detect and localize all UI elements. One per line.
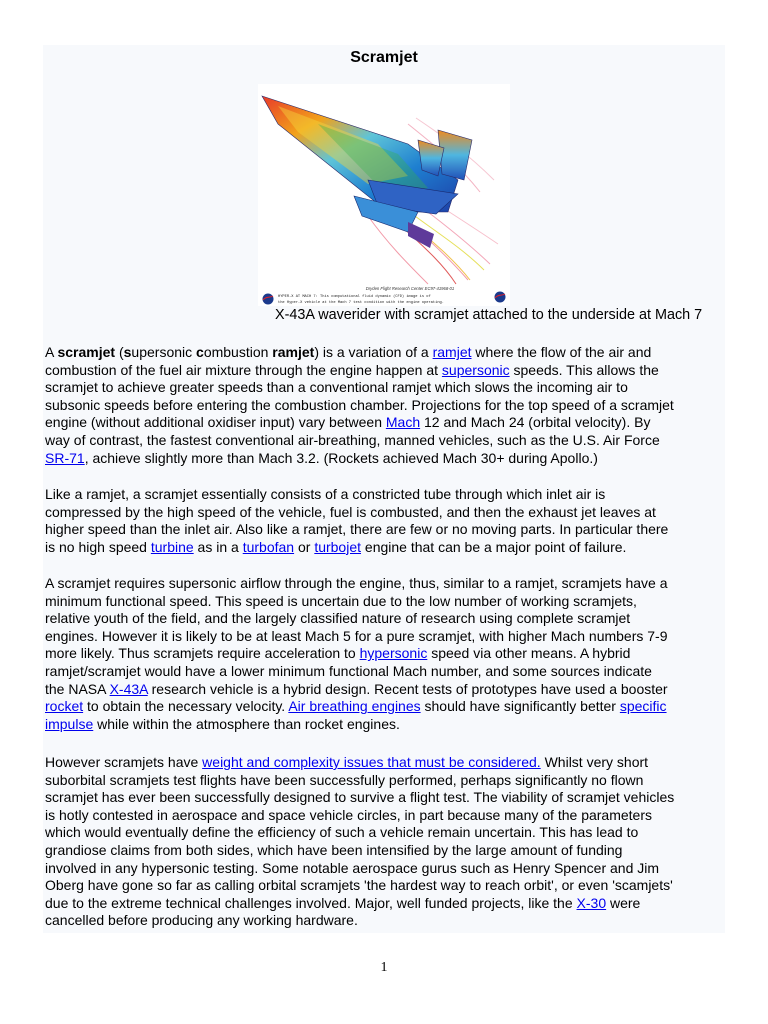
text-line: way of contrast, the fastest conventional air-breathing, manned vehicles, such as the U.S. Air Force [45, 431, 660, 448]
nasa-logo-left-icon [263, 294, 274, 305]
text-line: engine (without additional oxidiser input) vary between Mach 12 and Mach 24 (orbital velocity). By [45, 414, 651, 431]
link-supersonic[interactable]: supersonic [441, 361, 510, 378]
text-line: the NASA X-43A research vehicle is a hybrid design. Recent tests of prototypes have used a booster [45, 680, 668, 697]
text-line: suborbital scramjets test flights have been successfully performed, perhaps significantly no flown [45, 771, 644, 788]
text-line: SR-71, achieve slightly more than Mach 3.2. (Rockets achieved Mach 30+ during Apollo.) [45, 449, 598, 466]
page-number: 1 [380, 960, 388, 975]
text-line: combustion of the fuel air mixture through the engine happen at supersonic speeds. This allows the [45, 361, 659, 378]
text-line: impulse while within the atmosphere than rocket engines. [45, 715, 400, 732]
text-line: scramjet to achieve greater speeds than a conventional ramjet which slows the incoming air to [45, 379, 628, 396]
text-line: higher speed than the inlet air. Also like a ramjet, there are few or no moving parts. In particular there [45, 521, 669, 538]
link-mach[interactable]: Mach [385, 414, 421, 431]
text-line: ramjet/scramjet would have a lower minimum functional Mach number, and some sources indicate [45, 662, 652, 679]
link-turbofan[interactable]: turbofan [242, 538, 295, 555]
link-x-30[interactable]: X-30 [576, 894, 607, 911]
link-rocket[interactable]: rocket [45, 698, 84, 715]
link-turbine[interactable]: turbine [150, 538, 194, 555]
x43a-cfd-image [258, 84, 510, 306]
text-line: cancelled before producing any working hardware. [45, 912, 358, 929]
text-line: However scramjets have weight and complexity issues that must be considered. Whilst very short [45, 754, 649, 770]
text-line: grandiose claims from both sides, which have been intensified by the large amount of funding [45, 841, 623, 858]
paragraph-intro [45, 344, 725, 467]
link-air-breathing-engines[interactable]: Air breathing engines [288, 698, 421, 715]
tail-fin [438, 130, 472, 180]
text-line: Oberg have gone so far as calling orbital scramjets 'the hardest way to reach orbit', or even 'scamjets' [45, 877, 673, 894]
text-line: subsonic speeds before entering the combustion chamber. Projections for the top speed of a scramjet [45, 396, 674, 413]
link-x-43a[interactable]: X-43A [109, 680, 148, 697]
link-weight-complexity[interactable]: weight and complexity issues that must be considered. [202, 754, 541, 770]
text-line: A scramjet (supersonic combustion ramjet) is a variation of a ramjet where the flow of the air and [45, 344, 652, 360]
text-line: compressed by the high speed of the vehicle, fuel is combusted, and then the exhaust jet leaves at [45, 503, 656, 520]
figure-description-line-1: HYPER-X AT MACH 7: This computational fluid dynamic (CFD) image is of [278, 295, 431, 299]
text-line: more likely. Thus scramjets require acceleration to hypersonic speed via other means. A hybrid [45, 645, 631, 662]
text-line: engines. However it is likely to be at least Mach 5 for a pure scramjet, with higher Mach numbers 7-9 [45, 627, 668, 644]
text-line: involved in any hypersonic testing. Some notable aerospace gurus such as Henry Spencer and Jim [45, 859, 660, 876]
text-line: Like a ramjet, a scramjet essentially consists of a constricted tube through which inlet air is [45, 486, 606, 502]
link-ramjet[interactable]: ramjet [432, 344, 472, 360]
link-sr-71[interactable]: SR-71 [45, 449, 85, 466]
text-line: is hotly contested in aerospace and space vehicle circles, in part because many of the parameters [45, 806, 652, 823]
text-line: rocket to obtain the necessary velocity. Air breathing engines should have significantly better specific [45, 698, 667, 715]
text-line: due to the extreme technical challenges involved. Major, well funded projects, like the X-30 were [45, 894, 641, 911]
cfd-figure [258, 84, 510, 306]
text-line: relative youth of the field, and the largely classified nature of research using complete scramjet [45, 610, 631, 627]
link-turbojet[interactable]: turbojet [314, 538, 362, 555]
paragraph-minimum-speed [45, 575, 725, 733]
text-line: is no high speed turbine as in a turbofan or turbojet engine that can be a major point of failure. [45, 538, 627, 555]
text-line: which would eventually define the efficiency of such a vehicle remain uncertain. This has lead to [45, 824, 639, 841]
text-line: minimum functional speed. This speed is uncertain due to the low number of working scramjets, [45, 592, 637, 609]
figure-description-line-2: the Hyper-X vehicle at the Mach 7 test condition with the engine operating. [278, 301, 444, 305]
text-line: scramjet has ever been successfully designed to survive a flight test. The viability of scramjet vehicles [45, 789, 675, 806]
link-hypersonic[interactable]: hypersonic [359, 645, 428, 662]
nasa-logo-right-icon [495, 292, 506, 303]
link-specific-impulse[interactable]: specific [619, 698, 667, 715]
paragraph-challenges [45, 754, 725, 930]
figure-caption: X-43A waverider with scramjet attached to the underside at Mach 7 [275, 307, 703, 323]
text-line: A scramjet requires supersonic airflow through the engine, thus, similar to a ramjet, scramjets have a [45, 575, 668, 591]
paragraph-design [45, 486, 725, 556]
link-specific-impulse-cont[interactable]: impulse [45, 715, 94, 732]
page-title: Scramjet [350, 49, 418, 66]
figure-credit: Dryden Flight Research Center EC97-41968-01 [365, 286, 455, 291]
